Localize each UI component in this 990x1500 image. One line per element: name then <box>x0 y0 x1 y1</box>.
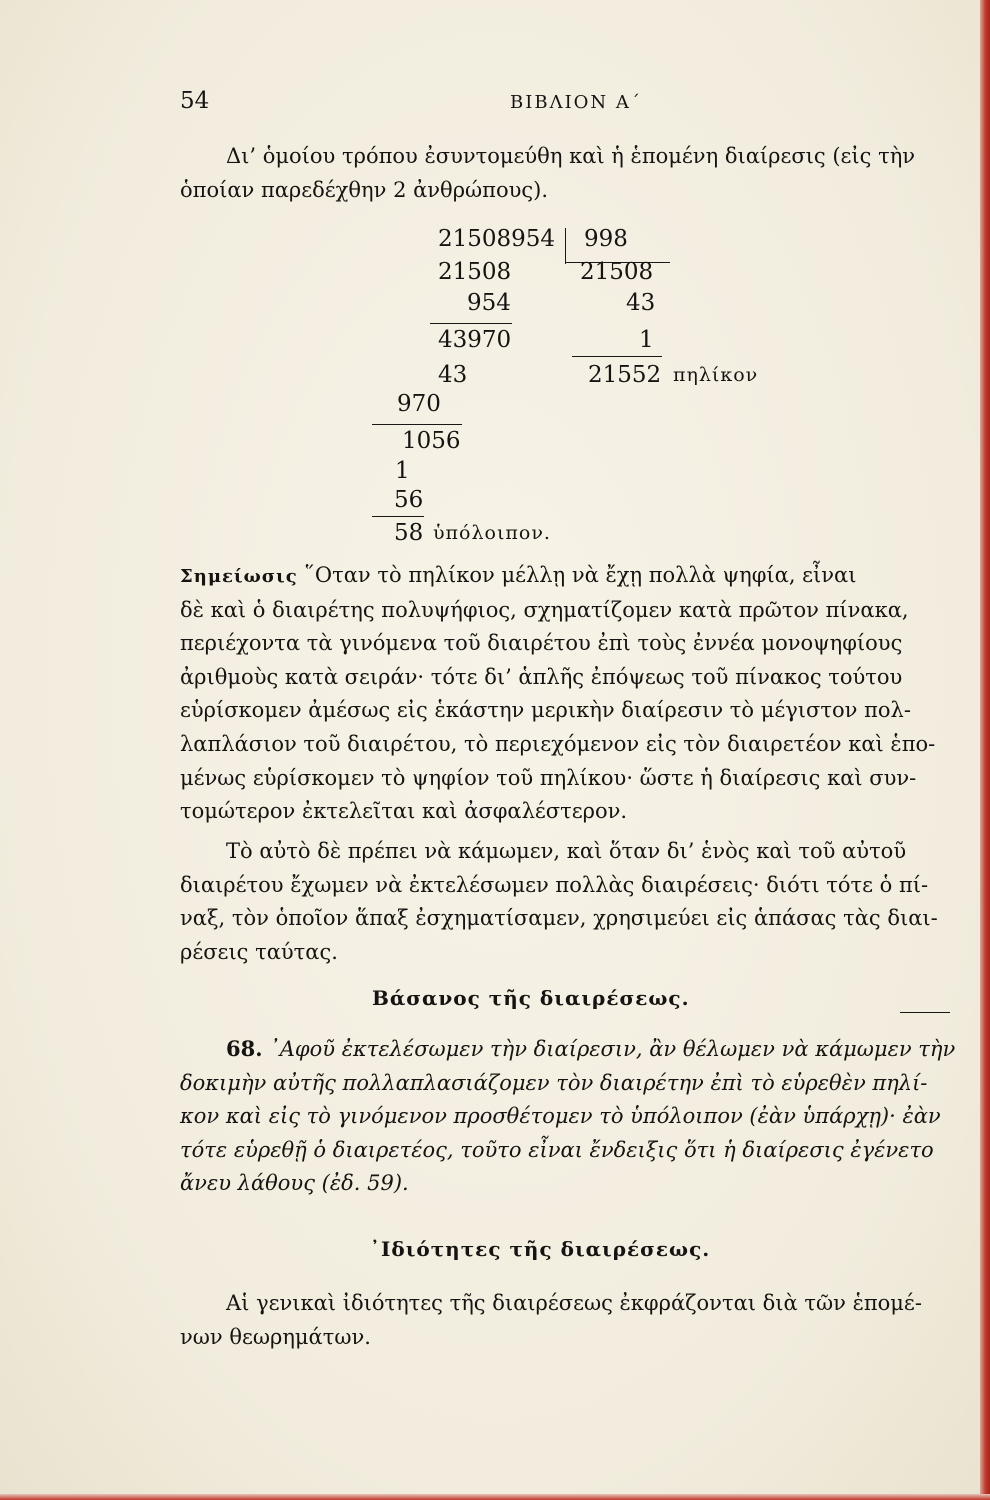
remainder-label: ὑπόλοιπον. <box>433 522 551 544</box>
text-line: λαπλάσιον τοῦ διαιρέτου, τὸ περιεχόμενον εἰς τὸν διαιρετέον καὶ ἑπο- <box>180 731 936 756</box>
partial-value: 970 <box>397 391 441 417</box>
subtraction-rule <box>430 323 512 324</box>
heading-rule <box>900 1012 950 1013</box>
quotient-label: πηλίκον <box>673 364 759 386</box>
partial-value: 954 <box>467 290 511 316</box>
intro-paragraph <box>180 140 916 207</box>
text-line: ὁποίαν παρεδέχθην 2 ἀνθρώπους). <box>180 177 549 202</box>
note-first-line-text: ῞Οταν τὸ πηλίκον μέλλῃ νὰ ἔχῃ πολλὰ ψηφία, εἶναι <box>304 563 857 587</box>
scan-edge-right <box>980 0 990 1500</box>
text-line: μένως εὑρίσκομεν τὸ ψηφίον τοῦ πηλίκου· ὥστε ἡ διαίρεσις καὶ συν- <box>180 765 917 790</box>
dividend: 21508954 <box>438 226 556 252</box>
text-line: εὑρίσκομεν ἀμέσως εἰς ἑκάστην μερικὴν διαίρεσιν τὸ μέγιστον πολ- <box>180 698 911 723</box>
text-line: Αἱ γενικαὶ ἰδιότητες τῆς διαιρέσεως ἐκφράζονται διὰ τῶν ἑπομέ- <box>226 1291 922 1315</box>
subtraction-rule <box>372 516 424 517</box>
section-heading-verification: Βάσανος τῆς διαιρέσεως. <box>372 986 690 1010</box>
partial-value: 1 <box>395 458 410 484</box>
section-68-first-line: ᾿Αφοῦ ἐκτελέσωμεν τὴν διαίρεσιν, ἂν θέλωμεν νὰ κάμωμεν τὴν <box>269 1037 956 1061</box>
text-line <box>180 1032 956 1067</box>
divisor: 998 <box>584 226 628 252</box>
text-line: ἄνευ λάθους (ἐδ. 59). <box>180 1171 409 1196</box>
partial-value: 1056 <box>402 428 461 454</box>
text-line: νων θεωρημάτων. <box>180 1324 371 1349</box>
page-header <box>180 88 780 122</box>
text-line: τομώτερον ἐκτελεῖται καὶ ἀσφαλέστερον. <box>180 799 628 824</box>
final-paragraph <box>180 1287 922 1354</box>
text-line: διαιρέτου ἔχωμεν νὰ ἐκτελέσωμεν πολλὰς διαιρέσεις· διότι τότε ὁ πί- <box>180 872 929 897</box>
page-number: 54 <box>180 88 210 114</box>
paragraph-2 <box>180 835 938 969</box>
partial-value: 56 <box>394 487 424 513</box>
text-line: ἀριθμοὺς κατὰ σειράν· τότε δι’ ἁπλῆς ἐπόψεως τοῦ πίνακος τούτου <box>180 664 903 689</box>
quotient-part: 21508 <box>580 259 654 285</box>
note-paragraph <box>180 559 936 829</box>
text-line <box>180 559 857 594</box>
text-line: περιέχοντα τὰ γινόμενα τοῦ διαιρέτου ἐπὶ τοὺς ἐννέα μονοψηφίους <box>180 631 903 656</box>
quotient-total: 21552 <box>588 362 662 388</box>
text-line: Τὸ αὐτὸ δὲ πρέπει νὰ κάμωμεν, καὶ ὅταν δι’ ἑνὸς καὶ τοῦ αὐτοῦ <box>226 839 907 863</box>
subtraction-rule <box>372 424 462 425</box>
sum-rule <box>572 356 662 357</box>
text-line: τότε εὑρεθῇ ὁ διαιρετέος, τοῦτο εἶναι ἔνδειξις ὅτι ἡ διαίρεσις ἐγένετο <box>180 1137 934 1162</box>
section-heading-properties: ᾿Ιδιότητες τῆς διαιρέσεως. <box>370 1237 711 1261</box>
running-head: ΒΙΒΛΙΟΝ Α΄ <box>510 92 642 113</box>
quotient-part: 1 <box>639 327 654 353</box>
text-line: ρέσεις ταύτας. <box>180 939 338 964</box>
text-line: ναξ, τὸν ὁποῖον ἅπαξ ἐσχηματίσαμεν, χρησιμεύει εἰς ἁπάσας τὰς διαι- <box>180 906 938 931</box>
scan-edge-bottom <box>0 1494 990 1500</box>
text-line: δοκιμὴν αὐτῆς πολλαπλασιάζομεν τὸν διαιρέτην ἐπὶ τὸ εὑρεθὲν πηλί- <box>180 1070 928 1095</box>
remainder-value: 58 <box>394 520 424 546</box>
text-line: δὲ καὶ ὁ διαιρέτης πολυψήφιος, σχηματίζομεν κατὰ πρῶτον πίνακα, <box>180 597 909 622</box>
section-68 <box>180 1032 956 1201</box>
partial-value: 43 <box>438 362 468 388</box>
note-label: Σημείωσις <box>180 566 298 587</box>
section-number: 68. <box>226 1036 263 1061</box>
text-line: Δι’ ὁμοίου τρόπου ἐσυντομεύθη καὶ ἡ ἑπομένη διαίρεσις (εἰς τὴν <box>226 144 916 168</box>
partial-product: 21508 <box>438 259 512 285</box>
division-bar-vertical <box>565 228 566 264</box>
partial-value: 43970 <box>438 327 512 353</box>
quotient-part: 43 <box>626 290 656 316</box>
text-line: κον καὶ εἰς τὸ γινόμενον προσθέτομεν τὸ ὑπόλοιπον (ἐὰν ὑπάρχῃ)· ἐὰν <box>180 1104 941 1129</box>
